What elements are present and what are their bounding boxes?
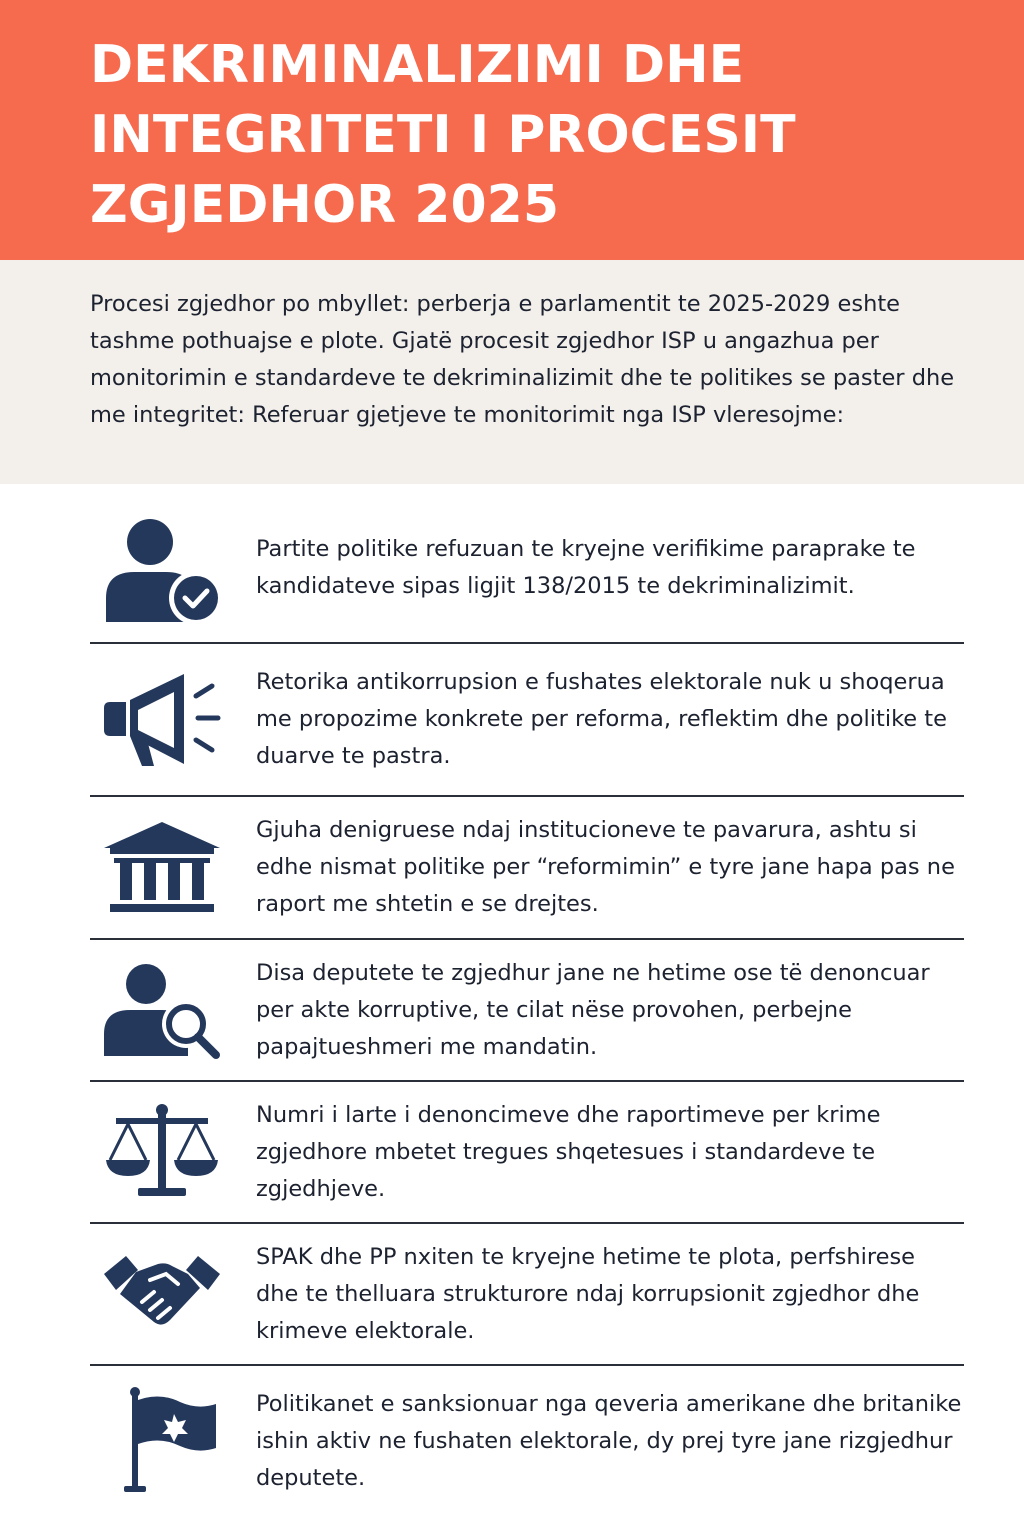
flag-icon xyxy=(90,1386,256,1496)
list-item xyxy=(90,1366,964,1516)
list-item xyxy=(90,1082,964,1224)
user-check-icon xyxy=(90,512,256,624)
institution-icon xyxy=(90,818,256,918)
title-line-3: ZGJEDHOR 2025 xyxy=(90,175,560,235)
item-text: Politikanet e sanksionuar nga qeveria amerikane dhe britanike ishin aktiv ne fushaten elektorale, dy prej tyre jane rizgjedhur deputete. xyxy=(256,1390,962,1491)
item-text: Gjuha denigruese ndaj institucioneve te pavarura, ashtu si edhe nismat politike per “reformimin” e tyre jane hapa pas ne raport me shtetin e se drejtes. xyxy=(256,817,955,917)
title-line-1: DEKRIMINALIZIMI DHE xyxy=(90,35,745,95)
title-line-2: INTEGRITETI I PROCESIT xyxy=(90,105,796,165)
item-text: Numri i larte i denoncimeve dhe raportimeve per krime zgjedhore mbetet tregues shqetesues i standardeve te zgjedhjeve. xyxy=(256,1101,881,1202)
list-item xyxy=(90,1224,964,1366)
intro-section xyxy=(0,260,1024,484)
megaphone-icon xyxy=(90,670,256,770)
scales-icon xyxy=(90,1102,256,1202)
item-text: Partite politike refuzuan te kryejne verifikime paraprake te kandidateve sipas ligjit 138/2015 te dekriminalizimit. xyxy=(256,536,916,599)
list-item xyxy=(90,494,964,644)
list-item xyxy=(90,797,964,940)
list-item xyxy=(90,644,964,797)
item-text: Retorika antikorrupsion e fushates elektorale nuk u shoqerua me propozime konkrete per reforma, reflektim dhe politike te duarve te pastra. xyxy=(256,669,947,769)
page-title xyxy=(90,30,984,240)
header-banner xyxy=(0,0,1024,260)
item-text: SPAK dhe PP nxiten te kryejne hetime te plota, perfshirese dhe te thelluara strukturore ndaj korrupsionit zgjedhor dhe krimeve elektorale. xyxy=(256,1243,920,1344)
handshake-icon xyxy=(90,1244,256,1344)
user-search-icon xyxy=(90,960,256,1060)
item-text: Disa deputete te zgjedhur jane ne hetime ose të denoncuar per akte korruptive, te cilat nëse provohen, perbejne papajtueshmeri me mandatin. xyxy=(256,959,930,1060)
list-item xyxy=(90,940,964,1082)
intro-paragraph: Procesi zgjedhor po mbyllet: perberja e parlamentit te 2025-2029 eshte tashme pothuajse e plote. Gjatë procesit zgjedhor ISP u angazhua per monitorimin e standardeve te dekriminalizimit dhe te politikes se paster dhe me integritet: Referuar gjetjeve te monitorimit nga ISP vleresojme: xyxy=(90,291,955,428)
findings-list xyxy=(90,494,964,1516)
